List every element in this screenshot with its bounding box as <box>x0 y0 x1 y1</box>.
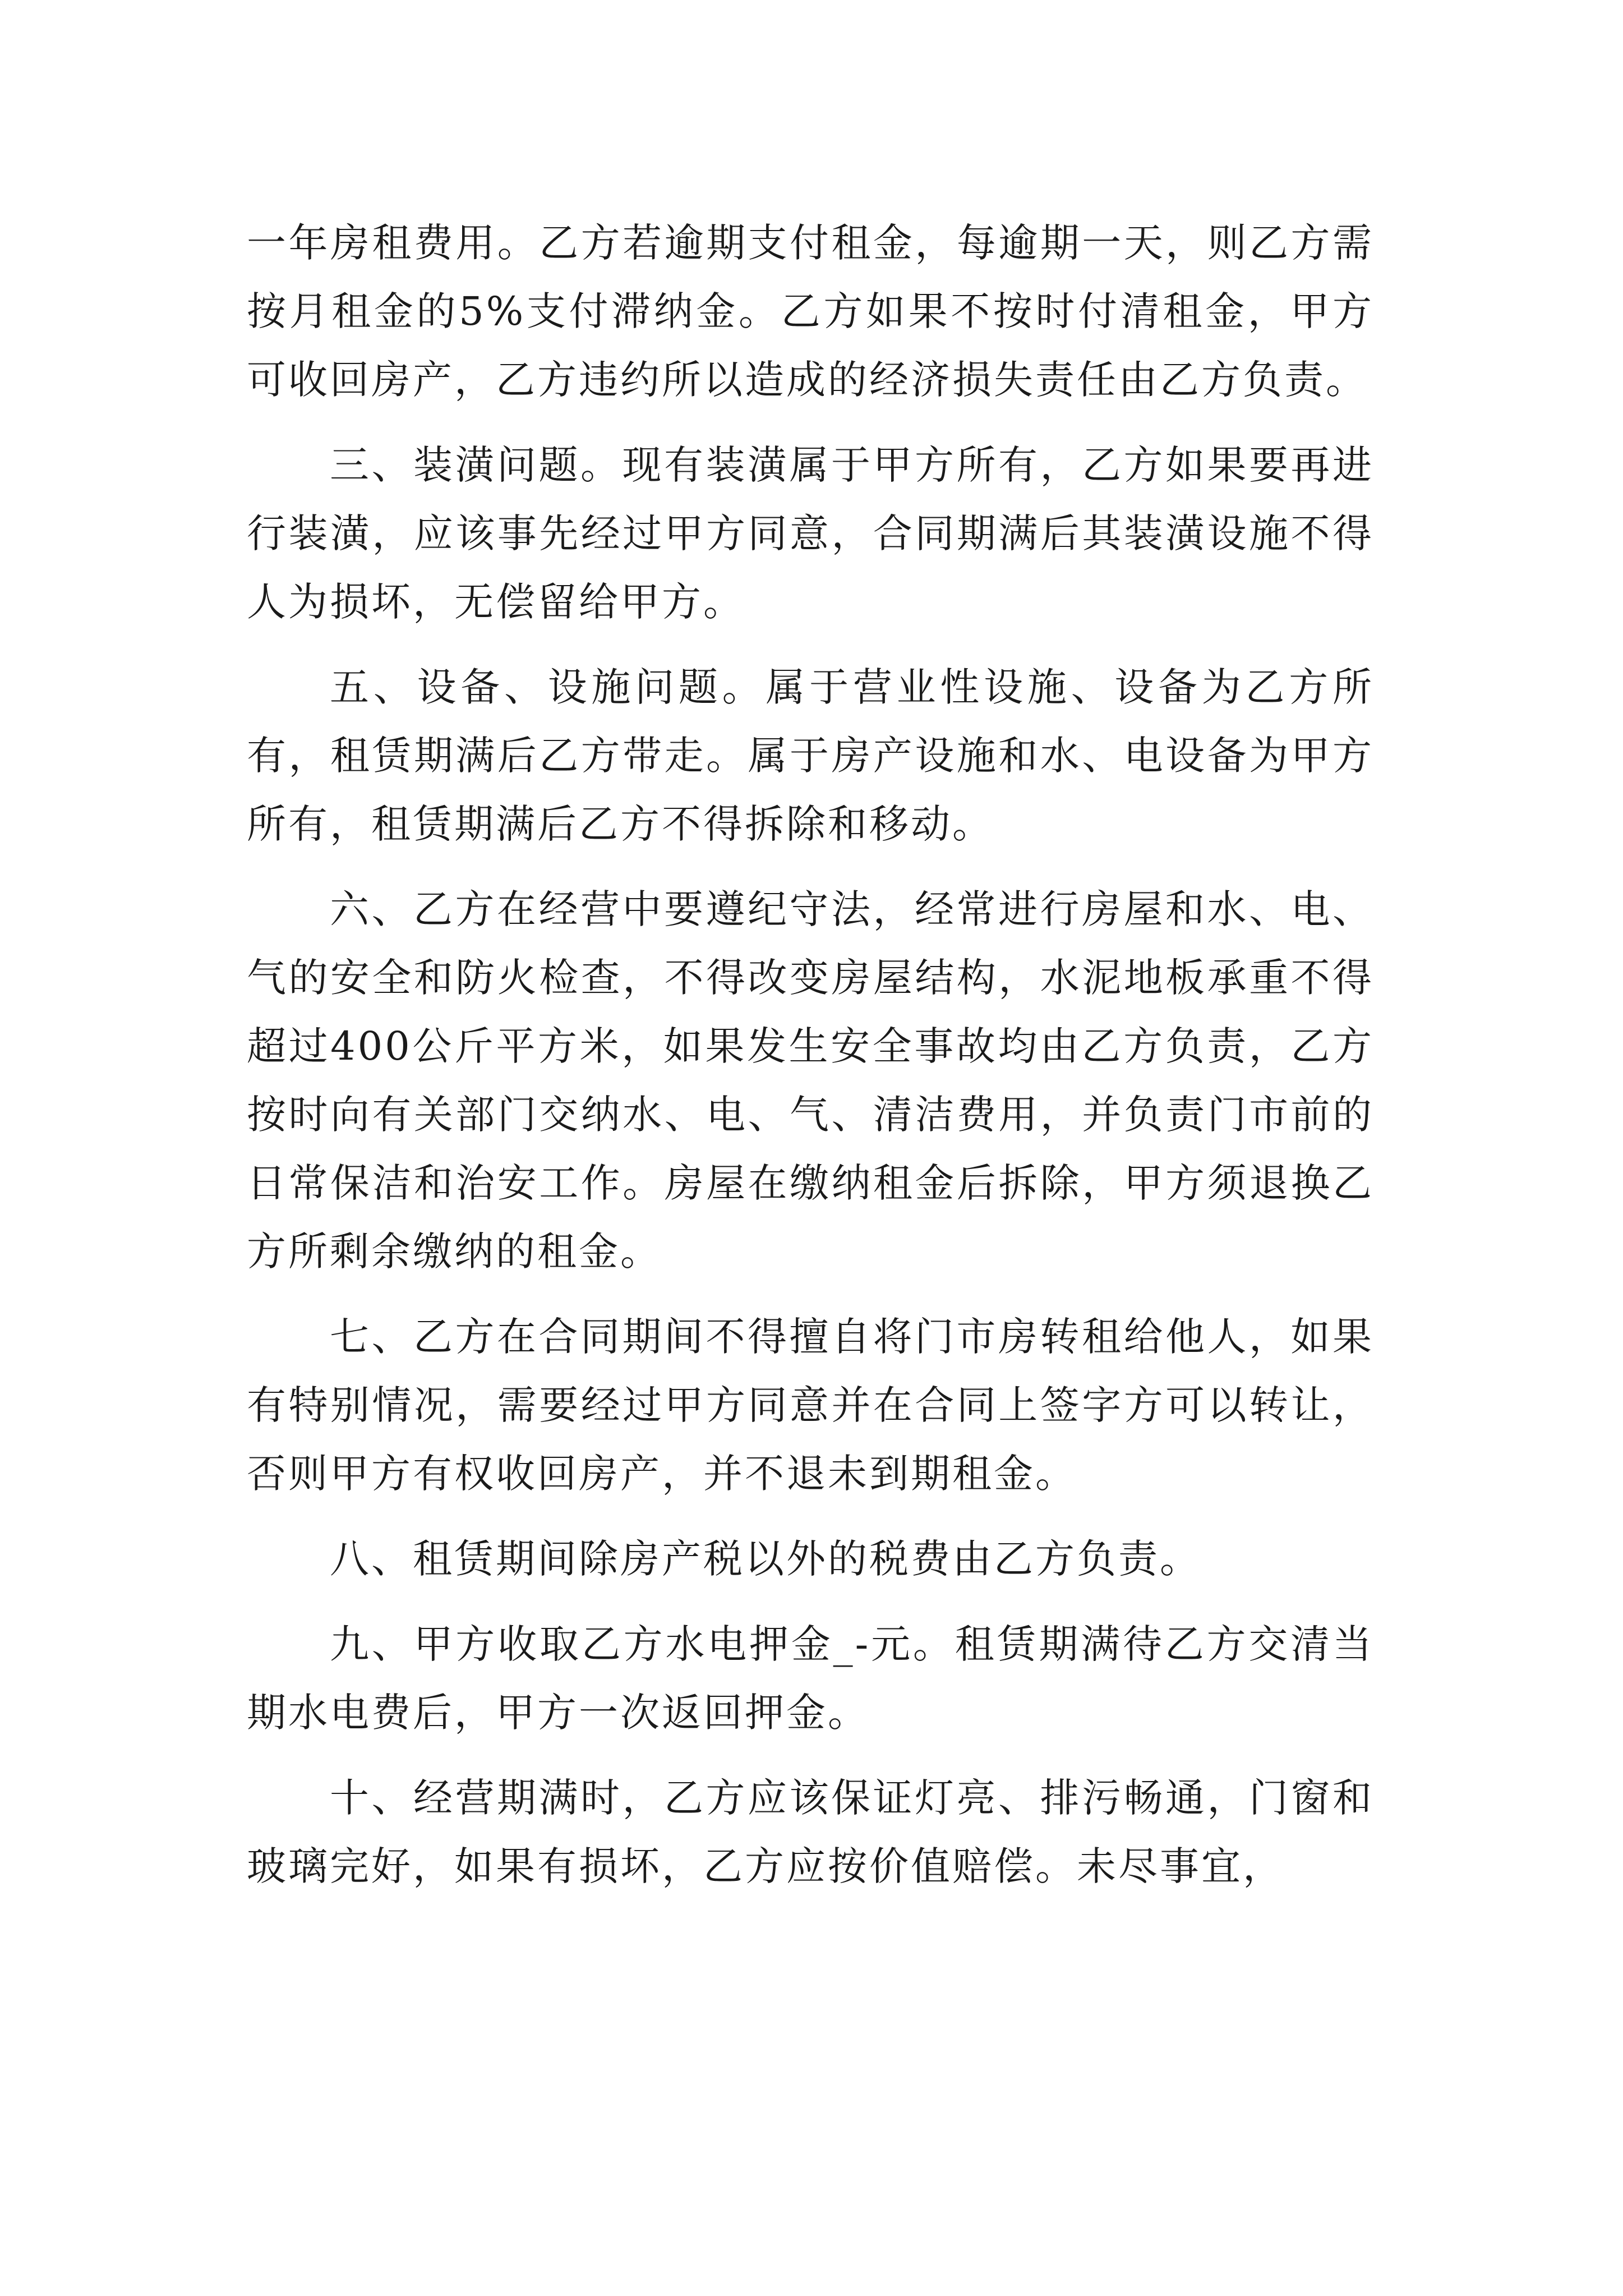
paragraph-clause-5-equipment: 五、设备、设施问题。属于营业性设施、设备为乙方所有，租赁期满后乙方带走。属于房产设施和水、电设备为甲方所有，租赁期满后乙方不得拆除和移动。 <box>247 664 1374 847</box>
paragraph-clause-10-expiry: 十、经营期满时，乙方应该保证灯亮、排污畅通，门窗和玻璃完好，如果有损坏，乙方应按价值赔偿。未尽事宜， <box>247 1775 1374 1889</box>
paragraph-clause-8-taxes: 八、租赁期间除房产税以外的税费由乙方负责。 <box>330 1536 1201 1582</box>
document-body <box>247 209 1374 1901</box>
paragraph-clause-3-decoration: 三、装潢问题。现有装潢属于甲方所有，乙方如果要再进行装潢，应该事先经过甲方同意，合同期满后其装潢设施不得人为损坏，无偿留给甲方。 <box>247 442 1374 625</box>
paragraph-continued: 一年房租费用。乙方若逾期支付租金，每逾期一天，则乙方需按月租金的5%支付滞纳金。乙方如果不按时付清租金，甲方可收回房产，乙方违约所以造成的经济损失责任由乙方负责。 <box>247 220 1374 403</box>
paragraph-clause-6-operation: 六、乙方在经营中要遵纪守法，经常进行房屋和水、电、气的安全和防火检查，不得改变房屋结构，水泥地板承重不得超过400公斤平方米，如果发生安全事故均由乙方负责，乙方按时向有关部门交纳水、电、气、清洁费用，并负责门市前的日常保洁和治安工作。房屋在缴纳租金后拆除，甲方须退换乙方所剩余缴纳的租金。 <box>247 886 1374 1274</box>
paragraph-clause-9-deposit: 九、甲方收取乙方水电押金_-元。租赁期满待乙方交清当期水电费后，甲方一次返回押金。 <box>247 1621 1374 1736</box>
paragraph-clause-7-sublease: 七、乙方在合同期间不得擅自将门市房转租给他人，如果有特别情况，需要经过甲方同意并在合同上签字方可以转让，否则甲方有权收回房产，并不退未到期租金。 <box>247 1314 1374 1497</box>
